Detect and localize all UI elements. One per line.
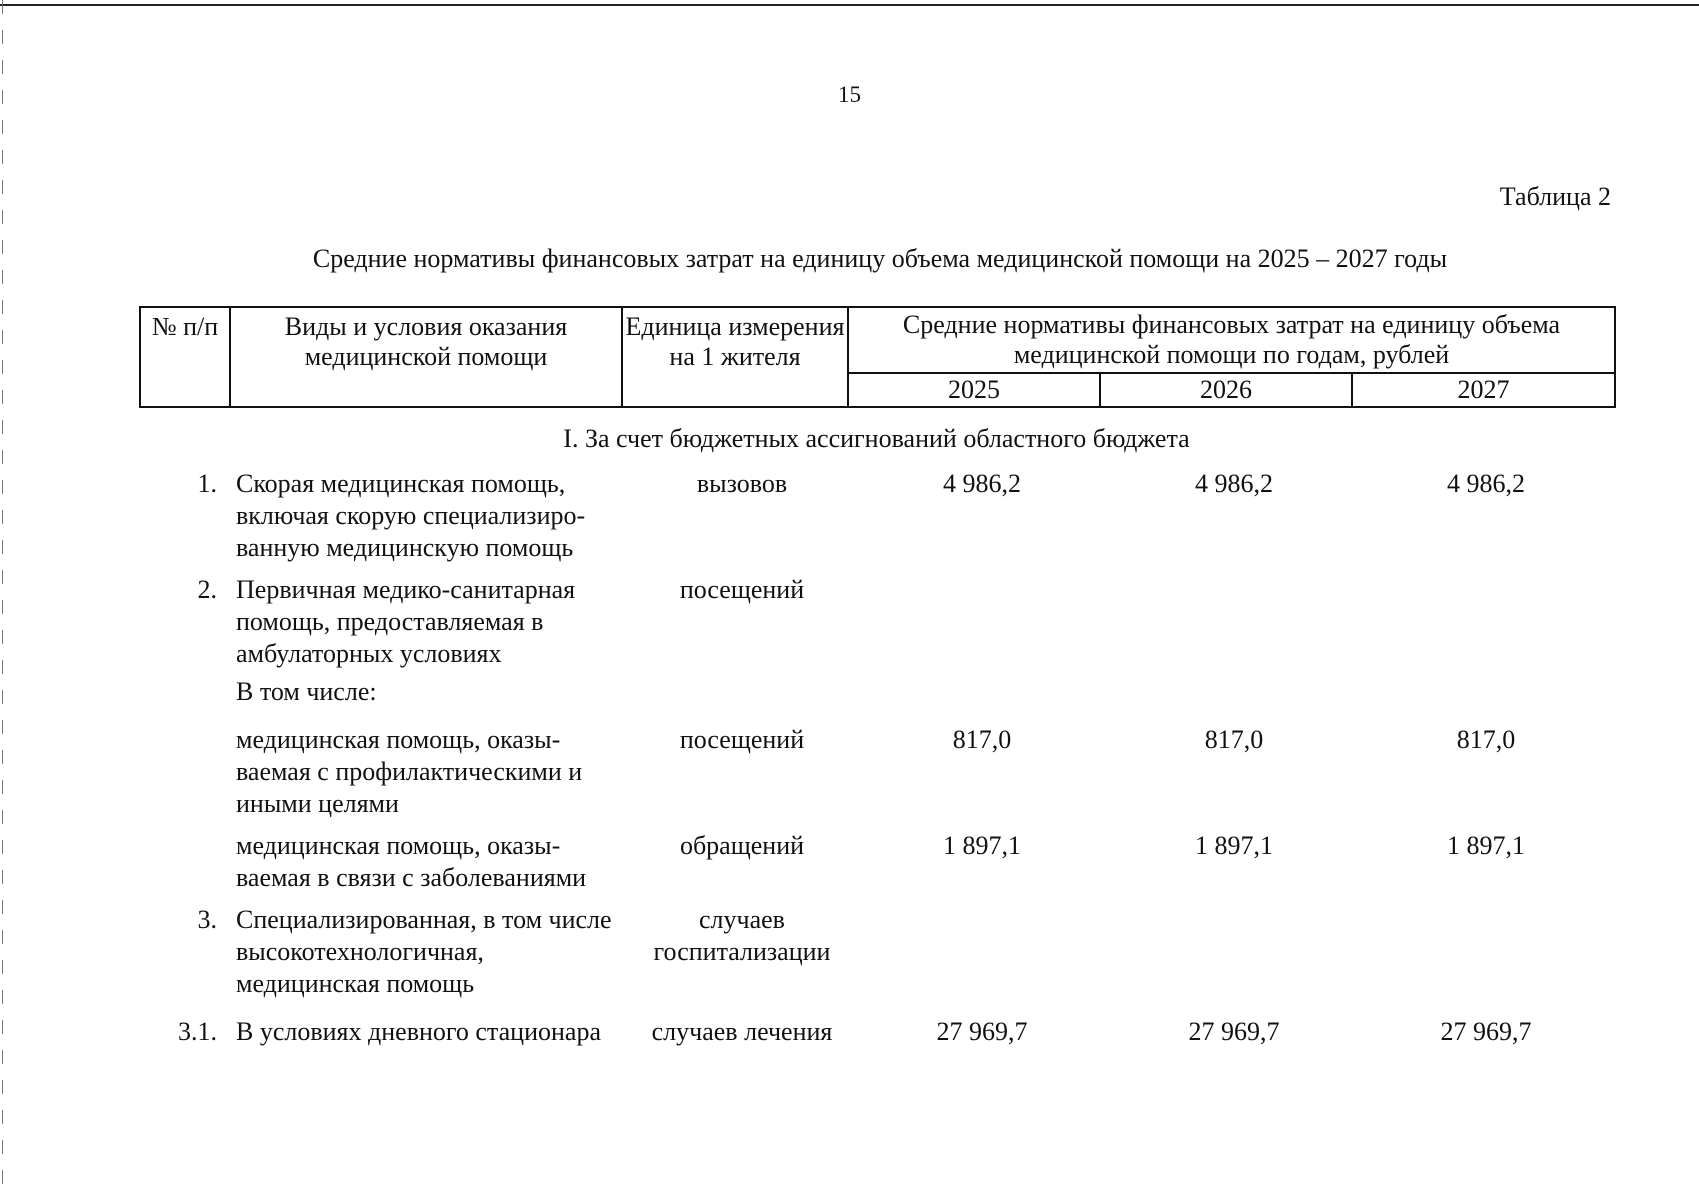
header-unit: Единица измерения на 1 жителя [622, 307, 848, 407]
header-num: № п/п [140, 307, 230, 407]
row-unit: посещений [679, 725, 805, 754]
row-number: 3.1. [178, 1017, 217, 1046]
header-year-2027: 2027 [1352, 373, 1615, 407]
row-name: В условиях дневного стационара [236, 1017, 601, 1046]
header-kind: Виды и условия оказания медицинской помощи [230, 307, 622, 407]
row-name: Специализированная, в том числе высокотехнологичная, медицинская помощь [236, 905, 612, 998]
row-value-2026: 817,0 [1204, 725, 1264, 754]
row-number: 3. [197, 905, 217, 934]
left-edge-line [2, 0, 3, 1200]
row-unit: случаев лечения [651, 1017, 833, 1046]
row-unit: вызовов [696, 469, 788, 498]
header-year-2025: 2025 [848, 373, 1100, 407]
page-number: 15 [838, 82, 861, 107]
header-group: Средние нормативы финансовых затрат на единицу объема медицинской помощи по годам, рублей [848, 307, 1615, 373]
row-value-2026: 4 986,2 [1195, 469, 1273, 498]
row-value-2027: 817,0 [1456, 725, 1516, 754]
top-rule [0, 4, 1699, 6]
row-value-2027: 27 969,7 [1440, 1017, 1532, 1046]
row-unit: посещений [679, 575, 805, 604]
row-name: В том числе: [236, 677, 377, 706]
row-name: медицинская помощь, оказы-ваемая с профилактическими и иными целями [236, 725, 583, 818]
row-value-2025: 27 969,7 [936, 1017, 1028, 1046]
document-title: Средние нормативы финансовых затрат на единицу объема медицинской помощи на 2025 – 2027 годы [312, 244, 1448, 273]
row-value-2027: 1 897,1 [1447, 831, 1525, 860]
row-name: Скорая медицинская помощь, включая скорую специализиро-ванную медицинскую помощь [236, 469, 586, 562]
section-title: I. За счет бюджетных ассигнований областного бюджета [563, 424, 1190, 453]
row-value-2025: 817,0 [952, 725, 1012, 754]
row-name: Первичная медико-санитарная помощь, предоставляемая в амбулаторных условиях [236, 575, 576, 668]
row-value-2025: 1 897,1 [943, 831, 1021, 860]
row-unit: случаев госпитализации [653, 905, 831, 966]
row-value-2025: 4 986,2 [943, 469, 1021, 498]
table-header [139, 306, 1616, 408]
row-number: 1. [197, 469, 217, 498]
table-label: Таблица 2 [1499, 182, 1611, 211]
row-unit: обращений [679, 831, 805, 860]
row-name: медицинская помощь, оказы-ваемая в связи с заболеваниями [236, 831, 587, 892]
row-value-2027: 4 986,2 [1447, 469, 1525, 498]
row-value-2026: 27 969,7 [1188, 1017, 1280, 1046]
row-value-2026: 1 897,1 [1195, 831, 1273, 860]
row-number: 2. [197, 575, 217, 604]
header-year-2026: 2026 [1100, 373, 1352, 407]
